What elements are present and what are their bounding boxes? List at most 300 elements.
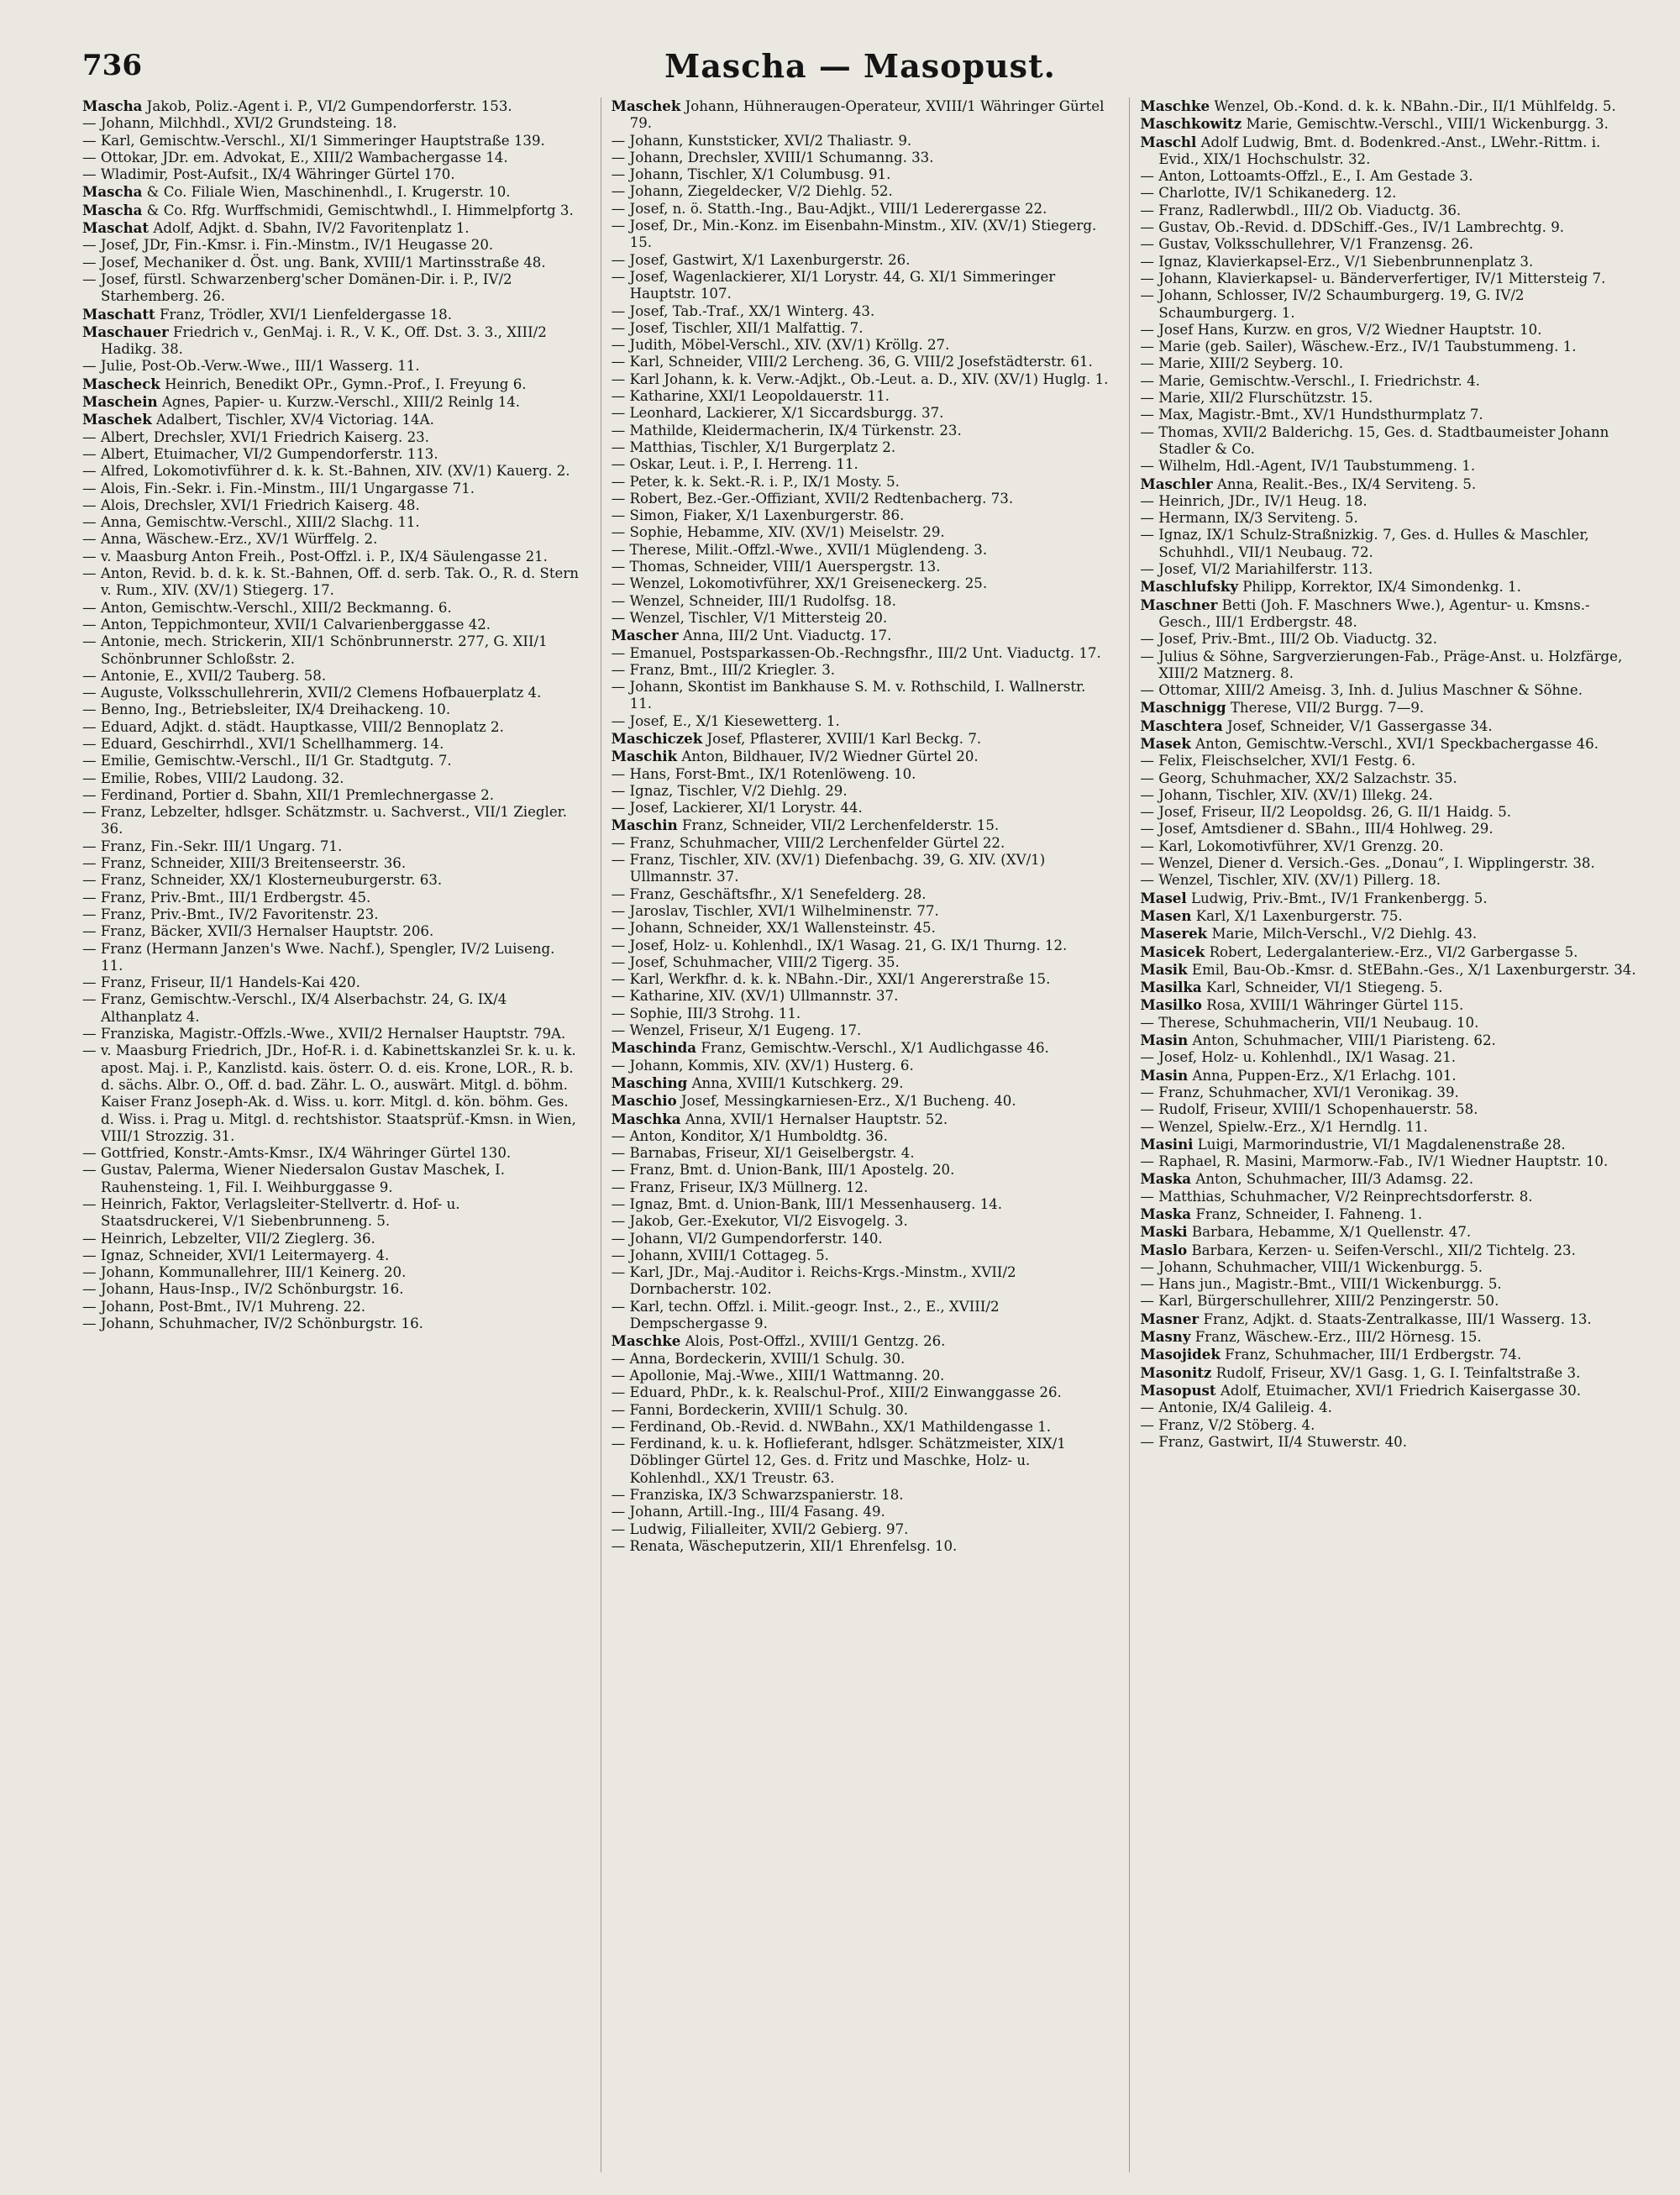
directory-entry	[612, 1521, 1110, 1538]
directory-entry	[82, 838, 580, 855]
entry-text: — Johann, VI/2 Gumpendorferstr. 140.	[611, 1230, 883, 1247]
entry-text: — Franz, Bmt. d. Union-Bank, III/1 Apostelg. 20.	[611, 1162, 955, 1179]
directory-entry	[82, 617, 580, 633]
directory-entry	[612, 988, 1110, 1005]
entry-text: — Johann, Artill.-Ing., III/4 Fasang. 49.	[611, 1504, 885, 1520]
entry-text: — Karl Johann, k. k. Verw.-Adjkt., Ob.-Leut. a. D., XIV. (XV/1) Huglg. 1.	[611, 370, 1109, 387]
directory-entry	[1140, 424, 1638, 459]
directory-entry	[82, 446, 580, 463]
directory-entry	[612, 439, 1110, 456]
entry-text: — Josef, Schuhmacher, VIII/2 Tigerg. 35.	[611, 953, 900, 970]
entry-text: — Franz, Friseur, IX/3 Müllnerg. 12.	[611, 1179, 869, 1195]
entry-text: Marie, Milch-Verschl., V/2 Diehlg. 43.	[1211, 926, 1478, 943]
entry-text: — Josef, Priv.-Bmt., III/2 Ob. Viaductg. 32.	[1140, 631, 1437, 648]
directory-entry	[1140, 943, 1638, 961]
entry-text: Rudolf, Friseur, XV/1 Gasg. 1, G. I. Teinfaltstraße 3.	[1215, 1364, 1581, 1381]
entry-text: Wenzel, Ob.-Kond. d. k. k. NBahn.-Dir., II/1 Mühlfeldg. 5.	[1214, 98, 1616, 114]
directory-entry	[612, 183, 1110, 200]
entry-text: Anna, XVIII/1 Kutschkerg. 29.	[691, 1074, 904, 1091]
directory-entry	[612, 920, 1110, 937]
entry-text: — Johann, Kommunallehrer, III/1 Keinerg. 20.	[82, 1264, 407, 1281]
entry-text: — Julius & Söhne, Sargverzierungen-Fab., Präge-Anst. u. Holzfärge, XIII/2 Matznerg. 8.	[1140, 648, 1623, 681]
entry-surname: Maschatt	[82, 305, 155, 323]
entry-surname: Masner	[1140, 1310, 1200, 1327]
entry-text: — Johann, Kunststicker, XVI/2 Thaliastr. 9.	[611, 132, 912, 149]
directory-entry	[82, 633, 580, 668]
entry-text: — Anton, Revid. b. d. k. k. St.-Bahnen, Off. d. serb. Tak. O., R. d. Stern v. Rum., XIV. (XV/1) Stiegerg. 17.	[82, 565, 579, 599]
directory-entry	[82, 991, 580, 1026]
entry-text: — Anna, Wäschew.-Erz., XV/1 Würffelg. 2.	[82, 531, 378, 548]
directory-entry	[1140, 270, 1638, 287]
entry-text: Rosa, XVIII/1 Währinger Gürtel 115.	[1206, 997, 1464, 1014]
directory-entry	[612, 320, 1110, 337]
directory-entry	[1140, 979, 1638, 996]
directory-entry	[1140, 168, 1638, 185]
directory-entry	[612, 303, 1110, 320]
entry-surname: Maschtera	[1140, 717, 1223, 734]
directory-entry	[1140, 407, 1638, 423]
entry-text: Marie, Gemischtw.-Verschl., VIII/1 Wickenburgg. 3.	[1246, 116, 1609, 133]
directory-entry	[82, 531, 580, 548]
entry-text: — Karl, JDr., Maj.-Auditor i. Reichs-Krgs.-Minstm., XVII/2 Dornbacherstr. 102.	[611, 1264, 1016, 1298]
entry-text: & Co. Rfg. Wurffschmidi, Gemischtwhdl., I. Himmelpfortg 3.	[146, 202, 574, 218]
entry-text: Therese, VII/2 Burgg. 7—9.	[1230, 700, 1425, 717]
directory-entry	[82, 429, 580, 446]
entry-text: — Johann, Kommis, XIV. (XV/1) Husterg. 6.	[611, 1057, 914, 1074]
directory-entry	[612, 1111, 1110, 1128]
directory-entry	[1140, 115, 1638, 133]
directory-entry	[1140, 134, 1638, 169]
directory-entry	[1140, 717, 1638, 735]
directory-entry	[612, 1039, 1110, 1057]
entry-text: — Marie, XII/2 Flurschützstr. 15.	[1140, 390, 1373, 407]
directory-entry	[1140, 1434, 1638, 1451]
entry-text: — Karl, Bürgerschullehrer, XIII/2 Penzingerstr. 50.	[1140, 1293, 1499, 1310]
entry-text: — Auguste, Volksschullehrerin, XVII/2 Clemens Hofbauerplatz 4.	[82, 685, 542, 701]
entry-text: — Sophie, Hebamme, XIV. (XV/1) Meiselstr. 29.	[611, 524, 945, 541]
entry-text: Philipp, Korrektor, IX/4 Simondenkg. 1.	[1242, 579, 1521, 596]
entry-text: — Franz, Friseur, II/1 Handels-Kai 420.	[82, 974, 360, 991]
entry-surname: Maschin	[611, 817, 678, 834]
directory-entry	[82, 1196, 580, 1231]
entry-text: — Heinrich, JDr., IV/1 Heug. 18.	[1140, 492, 1368, 509]
entry-text: — Max, Magistr.-Bmt., XV/1 Hundsthurmplatz 7.	[1140, 407, 1483, 423]
directory-entry	[82, 941, 580, 975]
directory-entry	[1140, 996, 1638, 1014]
entry-text: Karl, X/1 Laxenburgerstr. 75.	[1195, 907, 1403, 924]
entry-text: — Franz, Radlerwbdl., III/2 Ob. Viaductg. 36.	[1140, 202, 1462, 218]
directory-entry	[612, 150, 1110, 166]
page-number: 736	[82, 49, 142, 82]
entry-text: Adalbert, Tischler, XV/4 Victoriag. 14A.	[155, 412, 434, 428]
entry-text: — Johann, Schuhmacher, IV/2 Schönburgstr. 16.	[82, 1315, 423, 1332]
entry-text: — Josef, Dr., Min.-Konz. im Eisenbahn-Minstm., XIV. (XV/1) Stiegerg. 15.	[611, 218, 1097, 251]
entry-text: — Karl, Werkfhr. d. k. k. NBahn.-Dir., XXI/1 Angererstraße 15.	[611, 971, 1051, 988]
entry-surname: Maschka	[611, 1110, 681, 1127]
directory-entry	[82, 393, 580, 411]
entry-text: — Anton, Konditor, X/1 Humboldtg. 36.	[611, 1127, 888, 1144]
entry-text: — Heinrich, Faktor, Verlagsleiter-Stellvertr. d. Hof- u. Staatsdruckerei, V/1 Siebenbrunneng. 5.	[82, 1196, 460, 1230]
entry-text: — Josef, n. ö. Statth.-Ing., Bau-Adjkt., VIII/1 Lederergasse 22.	[611, 200, 1047, 217]
directory-entry	[82, 1026, 580, 1042]
directory-entry	[1140, 373, 1638, 390]
directory-entry	[82, 463, 580, 480]
directory-entry	[612, 405, 1110, 422]
entry-text: — Wladimir, Post-Aufsit., IX/4 Währinger Gürtel 170.	[82, 166, 455, 183]
directory-entry	[612, 97, 1110, 133]
directory-entry	[612, 954, 1110, 971]
entry-surname: Maschnigg	[1140, 699, 1226, 717]
directory-entry	[1140, 1382, 1638, 1399]
entry-text: — Jakob, Ger.-Exekutor, VI/2 Eisvogelg. 3.	[611, 1213, 908, 1230]
entry-text: — Thomas, XVII/2 Balderichg. 15, Ges. d. Stadtbaumeister Johann Stadler & Co.	[1140, 423, 1609, 457]
directory-entry	[1140, 907, 1638, 925]
entry-surname: Masel	[1140, 889, 1187, 906]
directory-entry	[612, 1487, 1110, 1504]
directory-entry	[1140, 1364, 1638, 1382]
directory-entry	[612, 218, 1110, 252]
entry-text: — Peter, k. k. Sekt.-R. i. P., IX/1 Mosty. 5.	[611, 473, 900, 490]
entry-text: — Eduard, Geschirrhdl., XVI/1 Schellhammerg. 14.	[82, 735, 444, 752]
entry-text: Agnes, Papier- u. Kurzw.-Verschl., XIII/2 Reinlg 14.	[161, 394, 521, 411]
entry-text: — Josef, Tischler, XII/1 Malfattig. 7.	[611, 319, 864, 336]
directory-entry	[82, 375, 580, 393]
entry-surname: Maschiczek	[611, 729, 703, 747]
entry-text: — Wenzel, Tischler, V/1 Mittersteig 20.	[611, 609, 888, 626]
entry-text: Barbara, Kerzen- u. Seifen-Verschl., XII/2 Tichtelg. 23.	[1191, 1242, 1576, 1258]
directory-entry	[612, 1145, 1110, 1162]
entry-text: — Rudolf, Friseur, XVIII/1 Schopenhauerstr. 58.	[1140, 1101, 1478, 1118]
entry-surname: Maschl	[1140, 133, 1197, 150]
entry-text: — Ottomar, XIII/2 Ameisg. 3, Inh. d. Julius Maschner & Söhne.	[1140, 682, 1583, 699]
directory-entry	[612, 971, 1110, 988]
directory-entry	[612, 903, 1110, 920]
entry-text: Anna, Realit.-Bes., IX/4 Serviteng. 5.	[1216, 475, 1477, 492]
entry-surname: Masopust	[1140, 1381, 1216, 1399]
entry-text: Ludwig, Priv.-Bmt., IV/1 Frankenbergg. 5.	[1190, 890, 1488, 906]
directory-entry	[82, 480, 580, 497]
directory-entry	[1140, 322, 1638, 339]
entry-text: — Katharine, XXI/1 Leopoldauerstr. 11.	[611, 388, 890, 405]
entry-text: Franz, Schneider, VII/2 Lerchenfelderstr. 15.	[681, 817, 1000, 834]
columns	[82, 97, 1638, 2172]
entry-text: — Josef, fürstl. Schwarzenberg'scher Domänen-Dir. i. P., IV/2 Starhemberg. 26.	[82, 270, 512, 305]
directory-entry	[1140, 855, 1638, 872]
entry-text: — Gottfried, Konstr.-Amts-Kmsr., IX/4 Währinger Gürtel 130.	[82, 1145, 512, 1162]
entry-text: — Ferdinand, Ob.-Revid. d. NWBahn., XX/1 Mathildengasse 1.	[611, 1418, 1052, 1435]
entry-text: — Antonie, E., XVII/2 Tauberg. 58.	[82, 667, 327, 684]
entry-text: — Josef Hans, Kurzw. en gros, V/2 Wiedner Hauptstr. 10.	[1140, 321, 1542, 338]
directory-entry	[1140, 202, 1638, 219]
entry-text: — Albert, Drechsler, XVI/1 Friedrich Kaiserg. 23.	[82, 428, 429, 445]
entry-text: — Johann, Ziegeldecker, V/2 Diehlg. 52.	[611, 183, 893, 200]
entry-text: — Therese, Milit.-Offzl.-Wwe., XVII/1 Müglendeng. 3.	[611, 541, 988, 558]
entry-text: — Johann, Drechsler, XVIII/1 Schumanng. 33.	[611, 149, 934, 165]
directory-entry	[1140, 682, 1638, 699]
entry-text: — Johann, Tischler, XIV. (XV/1) Illekg. 24.	[1140, 786, 1433, 803]
entry-text: Adolf Ludwig, Bmt. d. Bodenkred.-Anst., LWehr.-Rittm. i. Evid., XIX/1 Hochschulstr. 32.	[1158, 134, 1601, 167]
directory-entry	[612, 835, 1110, 852]
directory-entry	[82, 906, 580, 923]
entry-text: Anna, XVII/1 Hernalser Hauptstr. 52.	[685, 1111, 948, 1127]
directory-entry	[82, 719, 580, 736]
entry-text: Anton, Schuhmacher, VIII/1 Piaristeng. 62.	[1192, 1032, 1496, 1049]
directory-entry	[1140, 339, 1638, 355]
entry-text: — Ignaz, Klavierkapsel-Erz., V/1 Siebenbrunnenplatz 3.	[1140, 253, 1534, 270]
directory-entry	[612, 575, 1110, 592]
directory-entry	[82, 514, 580, 531]
entry-text: — Franz, Schuhmacher, XVI/1 Veronikag. 39.	[1140, 1084, 1459, 1100]
directory-entry	[82, 133, 580, 150]
entry-text: — Antonie, mech. Strickerin, XII/1 Schönbrunnerstr. 277, G. XII/1 Schönbrunner Schloßstr. 2.	[82, 633, 548, 667]
entry-text: — Anton, Teppichmonteur, XVII/1 Calvarienberggasse 42.	[82, 616, 491, 633]
directory-entry	[612, 507, 1110, 524]
entry-text: — Simon, Fiaker, X/1 Laxenburgerstr. 86.	[611, 507, 905, 524]
directory-entry	[1140, 355, 1638, 372]
directory-entry	[612, 201, 1110, 218]
entry-text: — Franz, Bmt., III/2 Kriegler. 3.	[611, 661, 836, 678]
entry-text: — Josef, E., X/1 Kiesewetterg. 1.	[611, 712, 840, 729]
directory-entry	[1140, 1399, 1638, 1416]
entry-text: — Marie (geb. Sailer), Wäschew.-Erz., IV/1 Taubstummeng. 1.	[1140, 339, 1577, 355]
directory-entry	[612, 1264, 1110, 1299]
directory-entry	[1140, 1084, 1638, 1101]
entry-text: — Ignaz, IX/1 Schulz-Straßnizkig. 7, Ges. d. Hulles & Maschler, Schuhhdl., VII/1 Neubaug. 72.	[1140, 527, 1589, 560]
entry-text: Josef, Schneider, V/1 Gassergasse 34.	[1226, 717, 1493, 734]
entry-text: — Ludwig, Filialleiter, XVII/2 Gebierg. 97.	[611, 1520, 909, 1537]
directory-entry	[612, 1162, 1110, 1179]
entry-text: — Sophie, III/3 Strohg. 11.	[611, 1005, 801, 1021]
directory-entry	[1140, 219, 1638, 236]
entry-text: — Franz, Priv.-Bmt., III/1 Erdbergstr. 45.	[82, 889, 371, 906]
entry-surname: Masilko	[1140, 996, 1202, 1014]
directory-entry	[1140, 838, 1638, 855]
entry-surname: Maschlufsky	[1140, 578, 1238, 596]
directory-entry	[82, 411, 580, 428]
entry-surname: Masojidek	[1140, 1346, 1221, 1363]
directory-entry	[1140, 821, 1638, 838]
entry-surname: Mascha	[82, 201, 143, 218]
entry-text: — Karl, Gemischtw.-Verschl., XI/1 Simmeringer Hauptstraße 139.	[82, 132, 545, 149]
directory-entry	[82, 923, 580, 940]
directory-entry	[1140, 735, 1638, 753]
entry-text: — Josef, Lackierer, XI/1 Lorystr. 44.	[611, 800, 863, 817]
entry-text: — Fanni, Bordeckerin, XVIII/1 Schulg. 30.	[611, 1401, 909, 1418]
entry-text: — Matthias, Schuhmacher, V/2 Reinprechtsdorferstr. 8.	[1140, 1188, 1533, 1205]
directory-entry	[612, 1196, 1110, 1213]
entry-text: Franz, Wäschew.-Erz., III/2 Hörnesg. 15.	[1194, 1329, 1482, 1346]
entry-text: Robert, Ledergalanteriew.-Erz., VI/2 Garbergasse 5.	[1209, 943, 1578, 960]
directory-entry	[1140, 1223, 1638, 1241]
entry-text: — Franz, Fin.-Sekr. III/1 Ungarg. 71.	[82, 838, 343, 854]
directory-entry	[82, 1264, 580, 1281]
entry-text: — Franziska, Magistr.-Offzls.-Wwe., XVII/2 Hernalser Hauptstr. 79A.	[82, 1026, 566, 1042]
entry-text: — Albert, Etuimacher, VI/2 Gumpendorferstr. 113.	[82, 445, 438, 462]
directory-entry	[612, 388, 1110, 405]
directory-entry	[1140, 254, 1638, 270]
directory-entry	[612, 542, 1110, 559]
directory-entry	[612, 852, 1110, 886]
directory-entry	[612, 1538, 1110, 1555]
directory-entry	[612, 627, 1110, 644]
directory-entry	[612, 491, 1110, 507]
entry-text: — Franz, Priv.-Bmt., IV/2 Favoritenstr. 23.	[82, 906, 379, 922]
directory-entry	[612, 783, 1110, 800]
entry-text: — Wenzel, Tischler, XIV. (XV/1) Pillerg. 18.	[1140, 872, 1441, 889]
directory-entry	[82, 804, 580, 838]
entry-surname: Masini	[1140, 1135, 1194, 1153]
directory-entry	[1140, 596, 1638, 632]
entry-text: Anton, Gemischtw.-Verschl., XVI/1 Speckbachergasse 46.	[1195, 735, 1599, 752]
entry-text: Emil, Bau-Ob.-Kmsr. d. StEBahn.-Ges., X/1 Laxenburgerstr. 34.	[1191, 961, 1636, 978]
directory-entry	[1140, 458, 1638, 475]
entry-text: Johann, Hühneraugen-Operateur, XVIII/1 Währinger Gürtel 79.	[629, 98, 1105, 132]
entry-text: — Alfred, Lokomotivführer d. k. k. St.-Bahnen, XIV. (XV/1) Kauerg. 2.	[82, 463, 570, 480]
directory-entry	[612, 337, 1110, 354]
directory-entry	[82, 668, 580, 685]
entry-surname: Masen	[1140, 906, 1192, 924]
directory-entry	[1140, 1170, 1638, 1188]
directory-entry	[1140, 1049, 1638, 1066]
directory-entry	[1140, 699, 1638, 717]
entry-text: — Thomas, Schneider, VIII/1 Auerspergstr. 13.	[611, 559, 941, 575]
directory-entry	[612, 1058, 1110, 1074]
directory-entry	[82, 600, 580, 617]
entry-surname: Maschauer	[82, 323, 169, 340]
entry-text: — Josef, Friseur, II/2 Leopoldsg. 26, G. II/1 Haidg. 5.	[1140, 804, 1512, 821]
entry-text: — Karl, Schneider, VIII/2 Lercheng. 36, G. VIII/2 Josefstädterstr. 61.	[611, 354, 1093, 370]
directory-entry	[612, 1247, 1110, 1264]
entry-surname: Maska	[1140, 1170, 1192, 1188]
directory-entry	[612, 645, 1110, 662]
entry-text: — Barnabas, Friseur, XI/1 Geiselbergstr. 4.	[611, 1145, 915, 1162]
entry-text: — Josef, Amtsdiener d. SBahn., III/4 Hohlweg. 29.	[1140, 821, 1494, 838]
entry-surname: Masilka	[1140, 979, 1202, 996]
entry-surname: Mascheck	[82, 375, 160, 392]
directory-entry	[1140, 1015, 1638, 1032]
entry-text: Adolf, Etuimacher, XVI/1 Friedrich Kaisergasse 30.	[1220, 1382, 1582, 1399]
directory-entry	[1140, 925, 1638, 943]
column-middle	[601, 97, 1110, 2172]
entry-text: — Johann, Klavierkapsel- u. Bänderverfertiger, IV/1 Mittersteig 7.	[1140, 270, 1606, 286]
entry-text: — Johann, XVIII/1 Cottageg. 5.	[611, 1247, 829, 1263]
directory-entry	[612, 1231, 1110, 1247]
directory-entry	[1140, 236, 1638, 253]
entry-text: — Robert, Bez.-Ger.-Offiziant, XVII/2 Redtenbacherg. 73.	[611, 490, 1014, 507]
directory-entry	[82, 219, 580, 237]
entry-text: — Matthias, Tischler, X/1 Burgerplatz 2.	[611, 438, 896, 455]
entry-text: — Wenzel, Schneider, III/1 Rudolfsg. 18.	[611, 592, 896, 609]
entry-text: — Franz, Geschäftsfhr., X/1 Senefelderg. 28.	[611, 885, 927, 902]
directory-entry	[1140, 770, 1638, 787]
directory-entry	[1140, 1310, 1638, 1328]
entry-text: — Johann, Post-Bmt., IV/1 Muhreng. 22.	[82, 1298, 366, 1315]
entry-surname: Mascha	[82, 183, 143, 201]
directory-entry	[612, 1213, 1110, 1230]
entry-text: — Katharine, XIV. (XV/1) Ullmannstr. 37.	[611, 988, 899, 1005]
directory-entry	[612, 937, 1110, 954]
entry-text: — Ignaz, Bmt. d. Union-Bank, III/1 Messenhauserg. 14.	[611, 1196, 1003, 1212]
entry-text: — Emilie, Gemischtw.-Verschl., II/1 Gr. Stadtgutg. 7.	[82, 753, 452, 769]
entry-text: — Eduard, PhDr., k. k. Realschul-Prof., XIII/2 Einwanggasse 26.	[611, 1384, 1062, 1401]
directory-entry	[82, 115, 580, 132]
directory-entry	[82, 306, 580, 323]
entry-text: — Johann, Milchhdl., XVI/2 Grundsteing. 18.	[82, 115, 397, 132]
directory-entry	[1140, 97, 1638, 115]
directory-entry	[612, 1368, 1110, 1384]
directory-entry	[82, 166, 580, 183]
directory-entry	[612, 456, 1110, 473]
entry-text: Franz, Trödler, XVI/1 Lienfeldergasse 18.	[160, 306, 452, 323]
directory-entry	[82, 1281, 580, 1298]
entry-text: & Co. Filiale Wien, Maschinenhdl., I. Krugerstr. 10.	[146, 184, 511, 201]
directory-entry	[612, 593, 1110, 610]
directory-entry	[612, 1074, 1110, 1092]
entry-surname: Masek	[1140, 734, 1191, 752]
entry-surname: Maschek	[82, 411, 152, 428]
entry-surname: Maschner	[1140, 596, 1218, 613]
directory-entry	[82, 271, 580, 306]
directory-entry	[612, 559, 1110, 575]
entry-text: — Marie, Gemischtw.-Verschl., I. Friedrichstr. 4.	[1140, 372, 1480, 389]
entry-text: — Renata, Wäscheputzerin, XII/1 Ehrenfelsg. 10.	[611, 1537, 958, 1554]
entry-text: Franz, Schuhmacher, III/1 Erdbergstr. 74.	[1225, 1347, 1522, 1363]
running-title: Mascha — Masopust.	[664, 46, 1056, 85]
entry-text: — Franz, Tischler, XIV. (XV/1) Diefenbachg. 39, G. XIV. (XV/1) Ullmannstr. 37.	[611, 852, 1046, 885]
entry-text: — Therese, Schuhmacherin, VII/1 Neubaug. 10.	[1140, 1014, 1479, 1031]
directory-entry	[82, 787, 580, 804]
entry-text: — v. Maasburg Anton Freih., Post-Offzl. i. P., IX/4 Säulengasse 21.	[82, 548, 548, 565]
directory-entry	[82, 770, 580, 787]
entry-text: — Anton, Lottoamts-Offzl., E., I. Am Gestade 3.	[1140, 168, 1473, 185]
directory-entry	[612, 474, 1110, 491]
directory-entry	[612, 1092, 1110, 1110]
entry-text: — Ignaz, Schneider, XVI/1 Leitermayerg. 4.	[82, 1247, 390, 1263]
entry-text: — Wenzel, Lokomotivführer, XX/1 Greiseneckerg. 25.	[611, 575, 988, 592]
directory-entry	[612, 133, 1110, 150]
directory-entry	[612, 800, 1110, 817]
entry-text: — Wenzel, Spielw.-Erz., X/1 Herndlg. 11.	[1140, 1118, 1428, 1135]
directory-entry	[612, 1504, 1110, 1520]
directory-entry	[1140, 475, 1638, 493]
entry-text: Josef, Pflasterer, XVIII/1 Karl Beckg. 7.	[706, 730, 982, 747]
entry-text: — Eduard, Adjkt. d. städt. Hauptkasse, VIII/2 Bennoplatz 2.	[82, 718, 504, 735]
entry-text: — Hans, Forst-Bmt., IX/1 Rotenlöweng. 10.	[611, 765, 916, 782]
entry-text: — Anna, Bordeckerin, XVIII/1 Schulg. 30.	[611, 1350, 906, 1367]
directory-entry	[1140, 961, 1638, 979]
entry-text: — Josef, VI/2 Mariahilferstr. 113.	[1140, 561, 1373, 578]
entry-text: — Alois, Fin.-Sekr. i. Fin.-Minstm., III/1 Ungargasse 71.	[82, 480, 475, 496]
directory-entry	[612, 679, 1110, 713]
directory-entry	[612, 748, 1110, 765]
entry-text: Anna, III/2 Unt. Viaductg. 17.	[682, 628, 892, 644]
directory-entry	[1140, 1067, 1638, 1084]
directory-entry	[1140, 493, 1638, 510]
directory-entry	[1140, 1242, 1638, 1259]
entry-surname: Maschinda	[611, 1039, 697, 1057]
directory-entry	[612, 354, 1110, 370]
directory-entry	[612, 1179, 1110, 1196]
entry-text: — Wenzel, Diener d. Versich.-Ges. „Donau“, I. Wipplingerstr. 38.	[1140, 855, 1595, 872]
directory-entry	[1140, 390, 1638, 407]
entry-text: — Josef, Holz- u. Kohlenhdl., IX/1 Wasag. 21.	[1140, 1049, 1457, 1066]
directory-entry	[1140, 872, 1638, 889]
entry-surname: Maschkowitz	[1140, 115, 1242, 133]
entry-text: Betti (Joh. F. Maschners Wwe.), Agentur- u. Kmsns.-Gesch., III/1 Erdbergstr. 48.	[1158, 596, 1590, 630]
entry-text: — Franz, Gemischtw.-Verschl., IX/4 Alserbachstr. 24, G. IX/4 Althanplatz 4.	[82, 991, 507, 1025]
directory-entry	[612, 1384, 1110, 1401]
directory-entry	[82, 1145, 580, 1162]
